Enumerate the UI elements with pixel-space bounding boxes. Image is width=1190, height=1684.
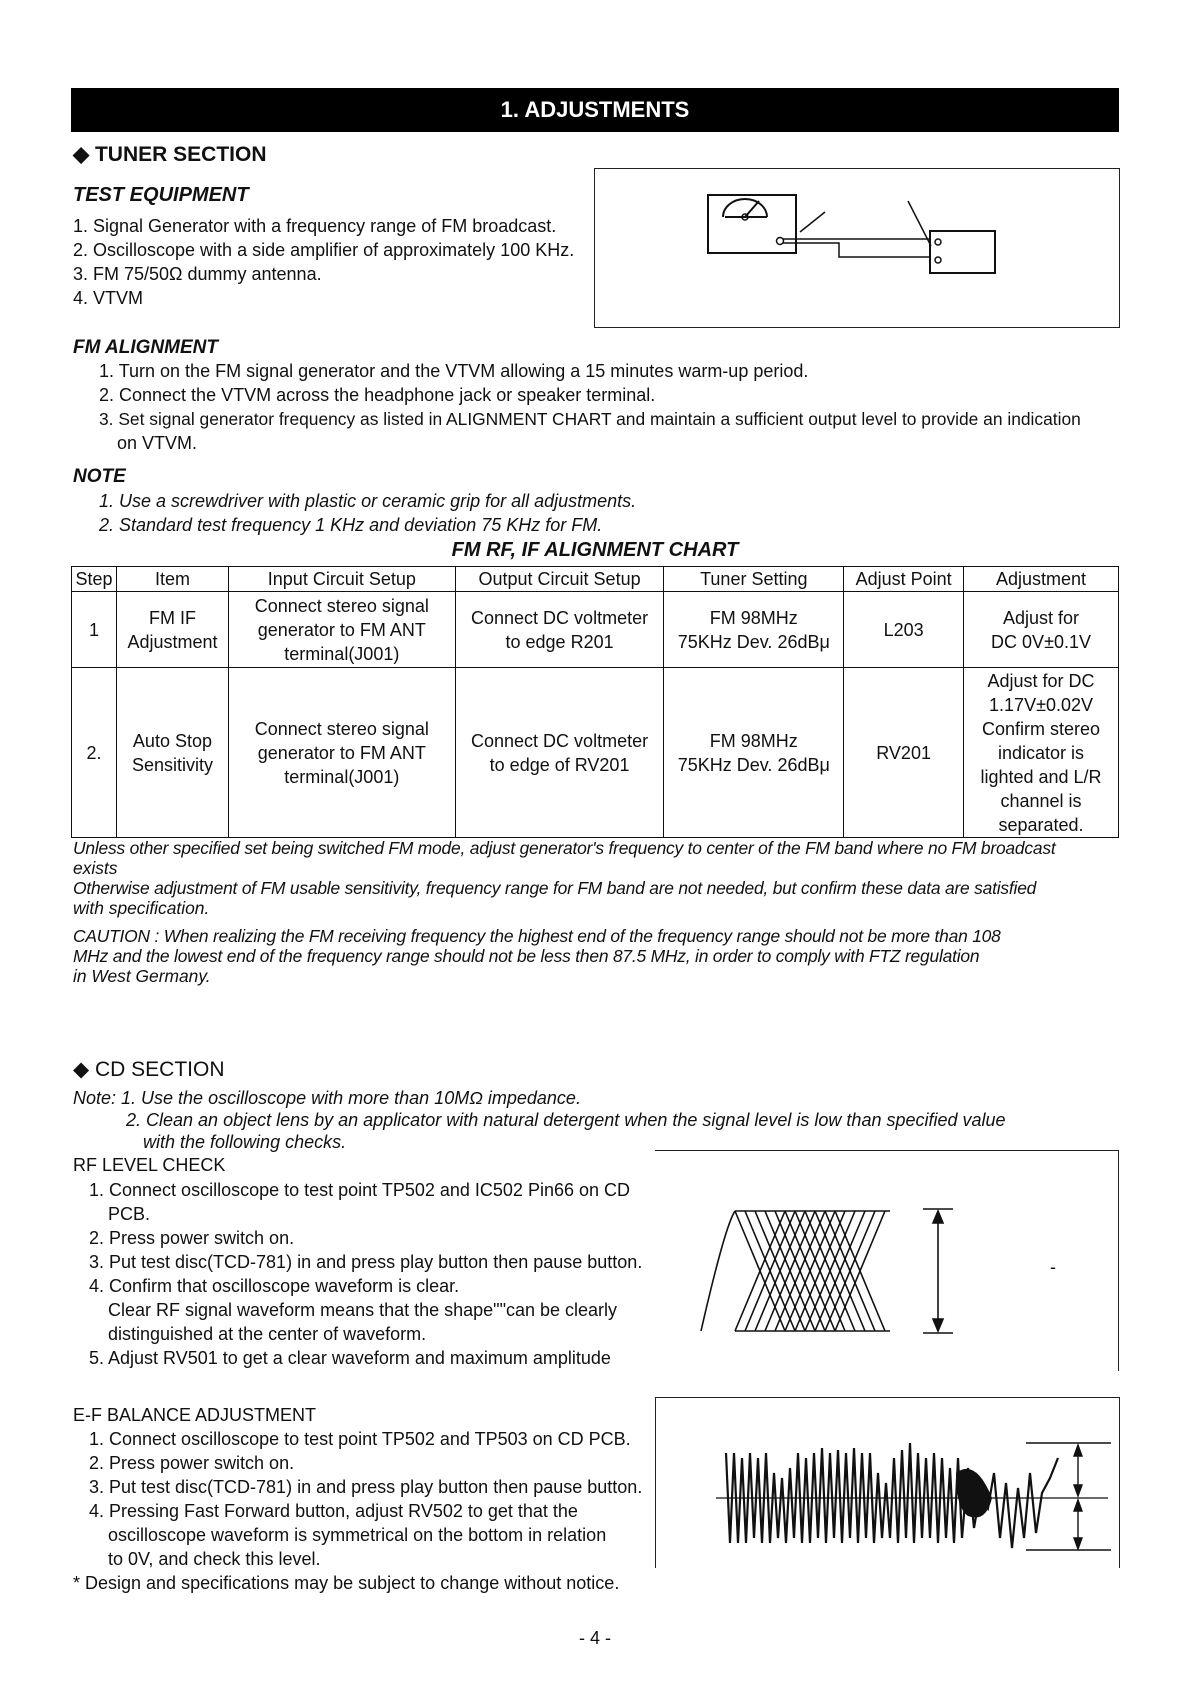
table-header-row — [72, 567, 1119, 592]
ef-waveform-svg — [656, 1398, 1116, 1566]
output-cell — [455, 592, 664, 668]
remark-line: Unless other specified set being switched FM mode, adjust generator's frequency to center of the FM band where no FM broadcast — [73, 838, 1056, 858]
rf-step: 2. Press power switch on. — [89, 1228, 295, 1248]
ef-step-continuation: to 0V, and check this level. — [108, 1549, 321, 1569]
ef-step: 4. Pressing Fast Forward button, adjust RV502 to get that the — [89, 1501, 578, 1521]
tuner-cell — [664, 668, 844, 838]
column-header: Input Circuit Setup — [228, 567, 455, 592]
adjustment-cell — [964, 592, 1119, 668]
chart-title: FM RF, IF ALIGNMENT CHART — [451, 539, 739, 561]
rf-step-continuation: Clear RF signal waveform means that the shape""can be clearly — [108, 1300, 618, 1320]
cell-line: Adjust for DC — [987, 670, 1095, 691]
caution-line: MHz and the lowest end of the frequency range should not be less then 87.5 MHz, in order to comply with FTZ regulation — [73, 946, 980, 966]
fm-step-continuation: on VTVM. — [117, 433, 198, 453]
cable-icon — [777, 201, 932, 257]
rf-step-continuation: distinguished at the center of waveform. — [108, 1324, 427, 1344]
equipment-item: 1. Signal Generator with a frequency range of FM broadcast. — [73, 216, 557, 236]
input-cell — [228, 592, 455, 668]
rf-waveform-svg — [655, 1151, 1116, 1369]
note-title: NOTE — [73, 466, 126, 487]
rf-step: 3. Put test disc(TCD-781) in and press play button then pause button. — [89, 1252, 643, 1272]
cell-line: generator to FM ANT — [257, 742, 426, 763]
cd-section-heading: ◆ CD SECTION — [73, 1058, 225, 1081]
cell-line: to edge of RV201 — [489, 754, 630, 775]
ef-waveform — [726, 1443, 1058, 1548]
adjustment-cell — [964, 668, 1119, 838]
cell-line: terminal(J001) — [284, 766, 400, 787]
ef-balance-title: E-F BALANCE ADJUSTMENT — [73, 1405, 317, 1425]
equipment-diagram — [594, 168, 1120, 328]
cell-line: 75KHz Dev. 26dBμ — [677, 631, 830, 652]
column-header: Output Circuit Setup — [455, 567, 664, 592]
cell-line: Connect DC voltmeter — [471, 607, 649, 628]
cell-line: Sensitivity — [131, 754, 213, 775]
fm-step: 3. Set signal generator frequency as listed in ALIGNMENT CHART and maintain a sufficient output level to provide an indication — [99, 409, 1081, 429]
item-cell — [116, 668, 228, 838]
cell-line: Adjustment — [127, 631, 218, 652]
test-equipment-title: TEST EQUIPMENT — [73, 184, 249, 206]
rf-step-continuation: PCB. — [108, 1204, 151, 1224]
ef-step: 3. Put test disc(TCD-781) in and press play button then pause button. — [89, 1477, 643, 1497]
tuner-section-heading: ◆ TUNER SECTION — [73, 143, 267, 166]
note-item: 2. Standard test frequency 1 KHz and deviation 75 KHz for FM. — [99, 515, 603, 535]
cell-line: indicator is — [998, 742, 1085, 763]
cell-line: Connect stereo signal — [254, 595, 429, 616]
cell-line: FM IF — [148, 607, 196, 628]
step-cell: 2. — [72, 668, 117, 838]
cd-note-line: 2. Clean an object lens by an applicator with natural detergent when the signal level is low than specified value — [126, 1110, 1006, 1130]
caution-line: CAUTION : When realizing the FM receiving frequency the highest end of the frequency range should not be more than 108 — [73, 926, 1001, 946]
remark-line: Otherwise adjustment of FM usable sensitivity, frequency range for FM band are not needed, but confirm these data are satisfied — [73, 878, 1037, 898]
column-header: Item — [116, 567, 228, 592]
item-cell — [116, 592, 228, 668]
ef-step-continuation: oscilloscope waveform is symmetrical on the bottom in relation — [108, 1525, 607, 1545]
column-header: Adjust Point — [844, 567, 964, 592]
cell-line: lighted and L/R — [980, 766, 1102, 787]
cell-line: separated. — [998, 814, 1084, 835]
cell-line: Auto Stop — [132, 730, 212, 751]
column-header: Step — [72, 567, 117, 592]
cell-line: FM 98MHz — [709, 607, 798, 628]
cell-line: DC 0V±0.1V — [991, 631, 1091, 652]
cell-line: FM 98MHz — [709, 730, 798, 751]
rf-amplitude-arrow — [923, 1209, 953, 1333]
equipment-item: 4. VTVM — [73, 288, 144, 308]
remark-line: exists — [73, 858, 118, 878]
caution-line: in West Germany. — [73, 966, 211, 986]
ef-step: 2. Press power switch on. — [89, 1453, 295, 1473]
cell-line: Connect DC voltmeter — [471, 730, 649, 751]
rf-step: 4. Confirm that oscilloscope waveform is clear. — [89, 1276, 460, 1296]
cell-line: channel is — [1000, 790, 1082, 811]
cell-line: Adjust for — [1003, 607, 1080, 628]
equipment-item: 3. FM 75/50Ω dummy antenna. — [73, 264, 322, 284]
remark-line: with specification. — [73, 898, 210, 918]
cell-line: Connect stereo signal — [254, 718, 429, 739]
input-cell — [228, 668, 455, 838]
adjust-point-cell: RV201 — [844, 668, 964, 838]
step-cell: 1 — [72, 592, 117, 668]
cell-line: 75KHz Dev. 26dBμ — [677, 754, 830, 775]
cell-line: Confirm stereo — [982, 718, 1101, 739]
rf-eye-pattern — [701, 1211, 890, 1331]
rf-level-title: RF LEVEL CHECK — [73, 1155, 226, 1175]
rf-waveform-diagram — [655, 1150, 1119, 1371]
equipment-diagram-svg — [595, 169, 1118, 326]
cd-note-line: Note: 1. Use the oscilloscope with more than 10MΩ impedance. — [73, 1088, 581, 1108]
fm-step: 2. Connect the VTVM across the headphone jack or speaker terminal. — [99, 385, 656, 405]
meter-icon — [708, 195, 796, 253]
device-icon — [930, 231, 995, 273]
alignment-chart-table — [71, 566, 1119, 838]
table-row — [72, 592, 1119, 668]
cell-line: terminal(J001) — [284, 643, 400, 664]
disclaimer: * Design and specifications may be subject to change without notice. — [73, 1573, 620, 1593]
fm-alignment-title: FM ALIGNMENT — [73, 337, 218, 358]
tuner-cell — [664, 592, 844, 668]
rf-marker: - — [1050, 1257, 1056, 1277]
ef-step: 1. Connect oscilloscope to test point TP502 and TP503 on CD PCB. — [89, 1429, 631, 1449]
ef-level-arrows — [1026, 1443, 1111, 1550]
table-row — [72, 668, 1119, 838]
equipment-item: 2. Oscilloscope with a side amplifier of approximately 100 KHz. — [73, 240, 575, 260]
cell-line: 1.17V±0.02V — [989, 694, 1093, 715]
ef-waveform-diagram — [655, 1397, 1120, 1568]
cell-line: generator to FM ANT — [257, 619, 426, 640]
adjust-point-cell: L203 — [844, 592, 964, 668]
page-number: - 4 - — [578, 1628, 611, 1648]
rf-step: 5. Adjust RV501 to get a clear waveform and maximum amplitude — [89, 1348, 611, 1368]
cd-note-line: with the following checks. — [143, 1132, 347, 1152]
column-header: Tuner Setting — [664, 567, 844, 592]
page-title: 1. ADJUSTMENTS — [71, 88, 1119, 132]
output-cell — [455, 668, 664, 838]
note-item: 1. Use a screwdriver with plastic or ceramic grip for all adjustments. — [99, 491, 637, 511]
column-header: Adjustment — [964, 567, 1119, 592]
rf-step: 1. Connect oscilloscope to test point TP502 and IC502 Pin66 on CD — [89, 1180, 631, 1200]
fm-step: 1. Turn on the FM signal generator and the VTVM allowing a 15 minutes warm-up period. — [99, 361, 809, 381]
cell-line: to edge R201 — [505, 631, 614, 652]
